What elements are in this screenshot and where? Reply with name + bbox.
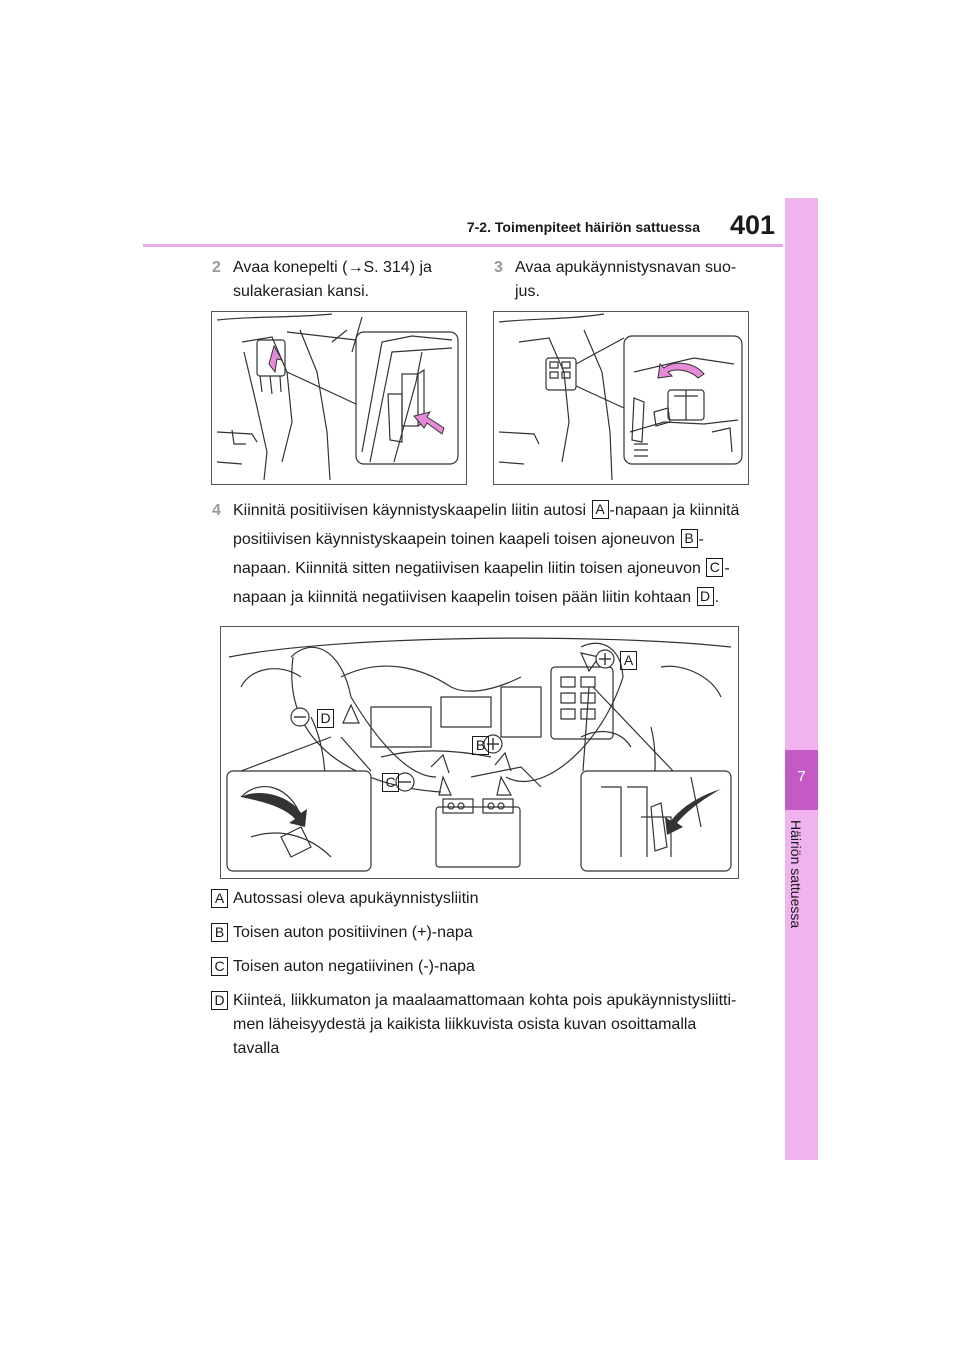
step-text-line: Avaa konepelti (→S. 314) ja	[233, 259, 432, 276]
chapter-title-text: Häiriön sattuessa	[788, 820, 804, 929]
label-c-box: C	[706, 558, 723, 577]
step-text-line	[233, 583, 773, 612]
callout-c: C	[382, 773, 399, 792]
header-rule	[143, 244, 783, 247]
step-text-line	[233, 525, 773, 554]
legend-text	[233, 989, 753, 1061]
step-number: 2	[212, 259, 221, 276]
step-3	[494, 256, 764, 306]
step-text-line: sulakerasian kansi.	[233, 283, 370, 300]
legend-key: C	[211, 957, 228, 976]
callout-d: D	[317, 709, 334, 728]
step-text: -napaan ja kiinnitä	[609, 502, 740, 519]
step-number: 4	[212, 502, 221, 519]
legend-text: Autossasi oleva apukäynnistysliitin	[233, 890, 479, 907]
fuse-box-cover-illustration	[211, 311, 467, 485]
jumper-cable-connection-illustration	[220, 626, 739, 879]
step-2	[212, 256, 482, 306]
step-text: -	[724, 560, 730, 577]
step-text-line	[233, 496, 773, 525]
step-text: .	[714, 589, 720, 606]
legend-item-b	[211, 921, 771, 947]
chapter-side-tab	[785, 198, 818, 1160]
step-text-line: jus.	[515, 283, 540, 300]
step-text-line: Avaa apukäynnistysnavan suo-	[515, 259, 737, 276]
legend-key: D	[211, 991, 228, 1010]
step-text: napaan. Kiinnitä sitten negatiivisen kaapelin liitin toisen ajoneuvon	[233, 560, 701, 577]
step-4	[212, 496, 772, 616]
step-number: 3	[494, 259, 503, 276]
label-a-box: A	[592, 500, 609, 519]
legend-item-d	[211, 989, 771, 1069]
legend-key: A	[211, 889, 228, 908]
step-text: napaan ja kiinnitä negatiivisen kaapelin toisen pään liitin kohtaan	[233, 589, 692, 606]
legend-text-line: Kiinteä, liikkumaton ja maalaamattomaan kohta pois apukäynnistysliitti-	[233, 992, 737, 1009]
section-title: 7-2. Toimenpiteet häiriön sattuessa	[466, 219, 700, 235]
label-d-box: D	[697, 587, 714, 606]
label-b-box: B	[681, 529, 698, 548]
legend-text: Toisen auton positiivinen (+)-napa	[233, 924, 473, 941]
legend-item-a	[211, 887, 771, 913]
step-text: -	[698, 531, 704, 548]
step-text: positiivisen käynnistyskaapein toinen kaapeli toisen ajoneuvon	[233, 531, 676, 548]
step-text: Kiinnitä positiivisen käynnistyskaapelin liitin autosi	[233, 502, 587, 519]
callout-b: B	[472, 736, 489, 755]
chapter-title	[788, 820, 812, 1000]
page-number: 401	[729, 210, 775, 240]
legend-text-line: men läheisyydestä ja kaikista liikkuvista osista kuvan osoittamalla	[233, 1016, 697, 1033]
chapter-number: 7	[797, 768, 806, 785]
step-text-line	[233, 554, 773, 583]
legend-text: Toisen auton negatiivinen (-)-napa	[233, 958, 475, 975]
terminal-cover-illustration	[493, 311, 749, 485]
legend-text-line: tavalla	[233, 1040, 280, 1057]
legend-key: B	[211, 923, 228, 942]
callout-a: A	[620, 651, 637, 670]
legend-item-c	[211, 955, 771, 981]
